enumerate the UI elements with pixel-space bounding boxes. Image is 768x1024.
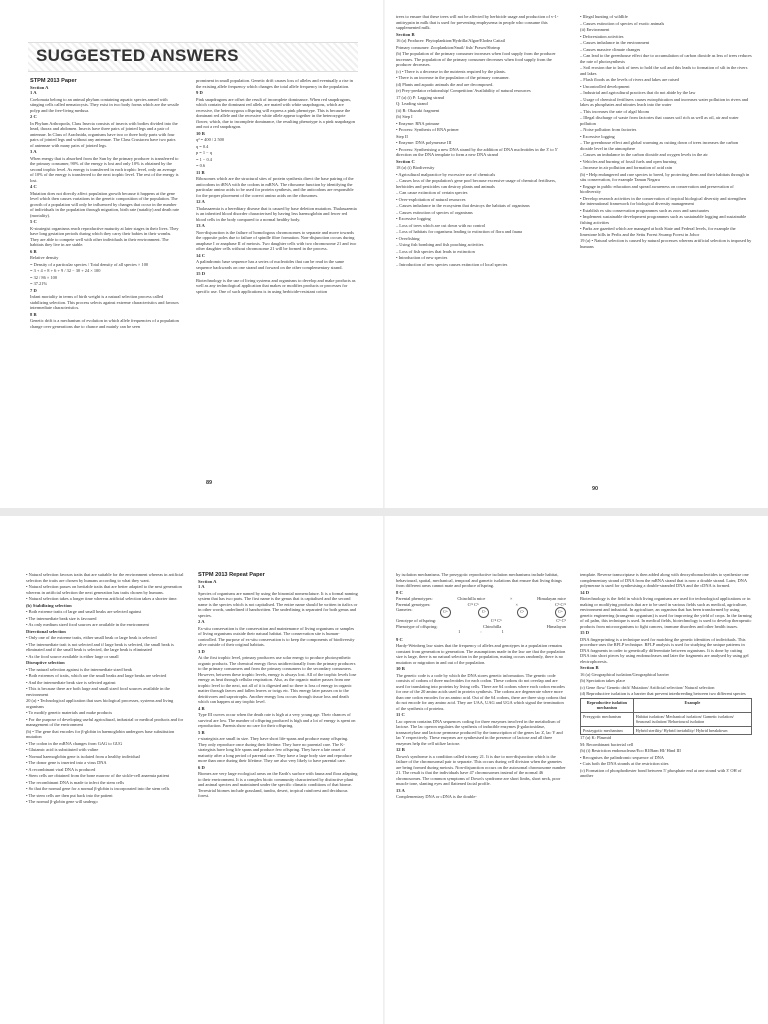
page-left-bottom	[0, 516, 384, 1024]
answer-paragraph: Coelomata belong to an animal phylum containing aquatic species armed with stinging cells called nematocysts. They exist in two body forms which are the sessile polyp and the free-living medusa.	[30, 96, 179, 113]
answer-paragraph: • Normal haemoglobin gene is isolated from a healthy individual	[26, 753, 140, 759]
answer-paragraph: • Natural selection takes a longer time whereas artificial selection takes a shorter time.	[26, 596, 178, 601]
answer-paragraph: Genetic drift is a mechanism of evolution in which allele frequencies of a population change over generations due to chance and mainly can be seen	[30, 318, 179, 329]
cross-value: Cʰ Cʰ	[556, 618, 566, 623]
answer-paragraph: = 1 − 0.4	[196, 156, 212, 162]
answer-paragraph: 1 A	[30, 90, 37, 96]
cross-label: Parental genotypes:	[396, 601, 431, 607]
answer-paragraph: (c) Gene flow/ Genetic drift/ Mutation/ Artificial selection/ Natural selection	[580, 684, 715, 690]
answer-paragraph: • A recombinant viral DNA is produced	[26, 766, 96, 772]
answer-paragraph: • Develop research activities in the conservation of tropical biological diversity and strengthen the international framework for biological diversity management	[580, 195, 746, 206]
answer-paragraph: 15 D	[580, 630, 590, 635]
answer-paragraph: • The normal β-globin gene will undergo	[26, 799, 98, 804]
cross-label: Phenotype of offspring:	[396, 623, 438, 629]
answer-paragraph: • There is an increase in the population of the primary consumer.	[396, 75, 510, 80]
answer-paragraph: 10 B	[196, 130, 205, 136]
answer-paragraph: – Causes extinction of species of organisms	[396, 209, 473, 215]
answer-paragraph: 9 D	[196, 90, 203, 95]
ratio-value: 1	[501, 629, 504, 634]
answer-paragraph: 8 B	[30, 311, 37, 317]
answer-paragraph: • Engage in public education and spread awareness on conservation and preservation of biodiversity	[580, 183, 734, 194]
answer-paragraph: 7 D	[30, 287, 37, 293]
section-label: Section A	[198, 578, 217, 584]
answer-paragraph: (c) • There is a decrease in the nutrients required by the plants.	[396, 68, 506, 74]
answer-paragraph: Section B	[580, 665, 599, 670]
answer-list	[30, 90, 180, 329]
answer-paragraph: Primary consumer: Zooplankton/Snail/ fish/ Prawn/Shrimp	[396, 44, 500, 50]
answer-paragraph: – Flash floods as the levels of rivers and lakes are raised	[580, 77, 679, 82]
answer-paragraph: 14 C	[196, 252, 206, 258]
answer-paragraph: 6 D	[198, 764, 205, 770]
table-cell: Postzygotic mechanism	[581, 726, 634, 735]
answer-paragraph: (b) The population of the primary consumer increases when food supply from the producer increases. The population of the primary consumer decreases when food supply from the producer decreases.	[396, 51, 556, 67]
answer-paragraph: Lac operon contains DNA sequences coding for three enzymes involved in the metabolism of lactose. The lac operon regulates the synthesis of inducible enzymes β-galactosidase, transacetylase and lactose permease produced by the transcription of the genes lac Z, lac Y and lac Y respectively. These enzymes are synthesised in the presence of lactose and all three enzymes help the cell utilize lactose.	[396, 718, 563, 746]
answer-paragraph: (b) • The gene that encodes for β-globin in haemoglobin undergoes base substitution mutation	[26, 728, 175, 739]
answer-paragraph: = 32 / 86 × 100	[30, 274, 58, 280]
answer-paragraph: Section C	[396, 158, 415, 164]
answer-paragraph: Down's syndrome is a condition called trisomy 21. It is due to non-disjunction which is the failure of the chromosomal pair to separate. This occurs during cell division when the gametes are being formed during meiosis. Non-disjunction occurs on the autosomal chromosome number 21. The result is that the individuals have 47 chromosomes instead of the normal 46 chromosomes. The common symptoms of Down's syndrome are short limbs, short neck, poor muscle tone, slanting eyes and flattened facial profile.	[396, 753, 566, 786]
page-b2-col-1	[396, 572, 566, 1024]
answer-paragraph: (b) Speciation takes place	[580, 678, 626, 683]
answer-paragraph: • This is because there are both large and small sized food sources available in the environment	[26, 686, 170, 697]
answer-paragraph: Ribosomes which are the structural sites of protein synthesis direct the base pairing of the anticodons in tRNA with the codons in mRNA. The ribosome function by identifying the particular amino acids to be used for protein synthesis, and the anticodons are responsible for the proper placement of the correct amino acids on the ribosomes.	[196, 176, 354, 198]
answer-paragraph: – Illegal discharge of waste from factories that causes soil rich as well as oil, air and water pollution	[580, 115, 739, 126]
answer-paragraph: Pink snapdragons are offset the result of incomplete dominance. When red snapdragons, which contain the dominant red allele, are mated with white snapdragons, which are recessive, the heterozygous offspring will express a pink phenotype. This is because the dominant red allele and the recessive white allele appear together in the heterozygote flower, which, due to incomplete dominance, the resulting phenotype is a pink snapdragon and not a red snapdragon.	[196, 96, 355, 129]
page-b1-col-1	[26, 572, 184, 1024]
answer-paragraph: • And the intermediate beak size is selected against	[26, 679, 116, 685]
answer-paragraph: • Implement sustainable development programmes such as sustainable logging and sustainable fishing activities	[580, 214, 747, 225]
answer-paragraph: – This increases the rate of algal bloom	[580, 108, 650, 114]
cross-label: Gametes:	[396, 607, 413, 612]
page-90	[384, 0, 768, 508]
answer-paragraph: r-strategists are small in size. They have short life-spans and produce many offspring. They only reproduce once during their lifetime. They have no parental care. The K-strategists have long life spans and produce few offspring. They have a late onset of maturity after a long period of parental care. They have a large body size and reproduce more than once during their lifetime. They are also very likely to have parental care.	[198, 736, 352, 764]
answer-paragraph: – Can lead to the greenhouse effect due to accumulation of carbon dioxide as less of trees reduces the rate of photosynthesis	[580, 53, 752, 64]
answer-paragraph: 15 D	[196, 271, 206, 276]
answer-list	[198, 584, 358, 799]
genetic-cross: Parental phenotypes: Chinchilla mice × Himalayan mice Parental genotypes: Cᶜʰ Cʰ × Cʰ Cᶜʰ Gametes: Cᶜʰ Cʰ Cʰ Cᶜʰ Genotype of offspring: Cᶜʰ Cʰ Cʰ Cʰ Phenotype of offspring: Chinchilla Himalayan 1 : 1	[396, 596, 566, 634]
gamete-circle: Cᶜʰ	[555, 607, 566, 618]
answer-paragraph: • Process: Synthesising a new DNA strand by the addition of DNA nucleotides in the 3' to 5' direction on the DNA template to form a new DNA strand	[396, 146, 558, 157]
answer-paragraph: 11 C	[396, 712, 405, 717]
section-label: Section A	[30, 84, 49, 90]
answer-paragraph: – Increase in air pollution and formation of acid rain	[580, 165, 673, 170]
answer-paragraph: (ii) Environment	[580, 27, 610, 32]
answer-paragraph: • Illegal hunting of wildlife	[580, 14, 628, 19]
answer-paragraph: 2 C	[30, 114, 37, 120]
answer-paragraph: • As only medium sized food sources are available in the environment	[26, 622, 149, 627]
page-89-col-1	[30, 78, 180, 478]
answer-paragraph: Complementary DNA or cDNA is the double-	[396, 794, 477, 799]
answer-paragraph: • Excessive logging	[580, 133, 615, 139]
answer-paragraph: 9 C	[396, 636, 403, 642]
answer-paragraph: • Enzyme: RNA primase	[396, 120, 440, 126]
answer-paragraph: Biomes are very large ecological areas on the Earth's surface with fauna and flora adapting to their environment. It is a complex biotic community characterised by distinctive plant and animal species and maintained under the specific climatic conditions of that biome. Terrestrial biomes include grassland, tundra, desert, tropical rainforest and deciduous forest.	[198, 771, 358, 799]
answer-paragraph: – Can cause extinction of certain species	[396, 190, 468, 195]
cross-value: Chinchilla mice	[457, 596, 486, 601]
answer-paragraph: Infant mortality in terms of birth weight is a natural selection process called stabilizing selection. This process selects against extreme characteristics and favours intermediate characteristics.	[30, 294, 179, 311]
answer-paragraph: • Natural selection favours traits that are suitable for the environment whereas in artificial selection the traits are chosen by humans according to what they want.	[26, 572, 184, 583]
table-cell: Prezygotic mechanism	[581, 712, 634, 726]
answer-paragraph: Hardy-Weinberg law states that the frequency of alleles and genotypes in a population remains constant from generation to generation. The assumptions made in the law are that the population size is large, there is no natural selection in the population, mating occurs randomly, there is no mutation or migration in and out of the population.	[396, 643, 566, 665]
answer-paragraph: • Excessive logging	[396, 216, 431, 221]
page-90-col-2	[580, 14, 752, 484]
page-89-col-2	[196, 78, 358, 478]
answer-paragraph: • The intermediate beak size is favoured	[26, 615, 97, 621]
answer-paragraph: • For the purpose of developing useful agricultural, industrial or medical products and for management of the environment	[26, 716, 184, 727]
cross-value: Cᶜʰ Cʰ	[467, 601, 479, 607]
page-number: 89	[206, 480, 213, 486]
gamete-circle: Cʰ	[517, 607, 528, 618]
answer-paragraph: (b) • Help endangered and rare species to breed, by protecting them and their habitats through in situ conservation, for example Taman Negara	[580, 171, 750, 182]
suggested-answers-banner	[28, 42, 358, 72]
gamete-circle: Cᶜʰ	[440, 607, 451, 618]
page-b2-col-2	[580, 572, 752, 1024]
answer-paragraph: – Causes imbalance in the ecosystem that destroys the habitats of organisms	[396, 203, 530, 208]
answer-paragraph: Relative density	[30, 255, 59, 261]
answer-paragraph: Biotechnology is the use of living systems and organisms to develop and make products as well as any technological application that makes or modifies products or processes for specific use. One of such applications is in using herbicide-resistant cotton	[196, 277, 356, 294]
answer-list	[26, 572, 184, 805]
answer-paragraph: 3 D	[198, 648, 205, 654]
answer-paragraph: (e) Prey-predator relationship/ Competition/ Availability of natural resources	[396, 88, 531, 93]
answer-paragraph: by isolation mechanisms. The prezygotic reproductive isolation mechanisms include habitat, behavioural, spatial, mechanical, temporal and gametic isolations that ensure that living things from different areas cannot mate and produce offspring.	[396, 572, 562, 588]
answer-paragraph: • Both extreme traits of large and small beaks are selected against	[26, 609, 142, 614]
answer-paragraph: • Agricultural malpractice by excessive use of chemicals	[396, 171, 496, 177]
answer-paragraph: 17 (a) (i) P: Lagging strand	[396, 94, 444, 100]
answer-paragraph: 10 B	[396, 666, 405, 671]
answer-paragraph: 20 (a) • Technological application that uses biological processes, systems and living organisms	[26, 698, 174, 709]
answer-paragraph: – Loss of habitats for organisms leading to extinction of flora and fauna	[396, 229, 522, 234]
answer-paragraph: = 37.21%	[30, 281, 48, 287]
answer-paragraph: 18 (a) (i) Biodiversity	[396, 165, 435, 170]
answer-paragraph: 12 A	[196, 199, 205, 204]
answer-paragraph: = Density of a particular species / Total density of all species × 100	[30, 261, 149, 267]
paper-heading: STPM 2013 Repeat Paper	[198, 572, 265, 578]
answer-paragraph: • Stem cells are obtained from the bone marrow of the sickle-cell anaemia patient	[26, 773, 170, 778]
paper-heading: STPM 2013 Paper	[30, 78, 77, 84]
cross-label: Parental phenotypes:	[396, 596, 433, 601]
answer-paragraph: 1 A	[198, 584, 205, 590]
isolation-table	[580, 698, 752, 736]
answer-list	[196, 78, 358, 294]
answer-paragraph: 19 (a) • Natural selection is caused by natural processes whereas artificial selection is imposed by humans	[580, 238, 752, 249]
top-spread	[0, 0, 768, 508]
answer-paragraph: q = 0.4	[196, 143, 209, 149]
answer-paragraph: • The natural selection against is the intermediate sized beak	[26, 666, 132, 672]
table-row	[581, 726, 752, 735]
answer-paragraph: – Causes imbalance in the environment	[580, 40, 650, 45]
answer-paragraph: – Soil erosion due to lack of trees to hold the soil and this leads to formation of silt in the rivers and lakes	[580, 65, 748, 76]
answer-paragraph: prominent in small population. Genetic drift causes loss of alleles and eventually a rise in the existing allele frequency which changes the total allele frequency in the population.	[196, 78, 353, 89]
answer-paragraph: 8 C	[396, 589, 403, 595]
answer-paragraph: • The codon in the mRNA changes from GAG to GUG	[26, 740, 123, 746]
answer-paragraph: 6 B	[30, 248, 37, 254]
answer-paragraph: 3 A	[30, 149, 37, 155]
answer-paragraph: • The donor gene is inserted into a virus DNA	[26, 760, 107, 765]
page-89	[0, 0, 384, 508]
table-row	[581, 712, 752, 726]
answer-paragraph: Section B	[396, 31, 415, 37]
banner-title: SUGGESTED ANSWERS	[36, 46, 239, 65]
spread-divider	[0, 508, 768, 516]
cross-label: Genotype of offspring:	[396, 618, 437, 623]
table-cell: Hybrid sterility/ Hybrid inviability/ Hybrid breakdown	[633, 726, 751, 735]
page-90-col-1	[396, 14, 566, 484]
answer-paragraph: 13 A	[396, 787, 405, 793]
cross-value: Cᶜʰ Cʰ	[490, 618, 502, 623]
answer-paragraph: • Recognises the palindromic sequence of DNA	[580, 754, 664, 760]
answer-paragraph: When energy that is absorbed from the Sun by the primary producer is transferred to the primary consumer, 90% of the energy is lost and only 10% is obtained by the second trophic level. As energy is transferred in each trophic level, only an average of 10% of the energy is transferred to the next trophic level. The rest of the energy is lost.	[30, 155, 179, 183]
table-header: Reproductive isolation mechanism	[581, 698, 634, 712]
answer-paragraph: • Vehicles and burning of fossil fuels and open burning	[580, 158, 677, 164]
answer-paragraph: – Introduction of new species causes extinction of local species	[396, 261, 508, 267]
answer-paragraph: Thalassaemia is a hereditary disease that is caused by base deletion mutation. Thalassaemia is an inherited blood disorder characterised by having less haemoglobin and fewer red blood cells in the body compared to a normal healthy body.	[196, 205, 357, 222]
answer-paragraph: • Establish ex situ conservation programmes such as zoos and sanctuaries	[580, 207, 710, 213]
answer-paragraph: Non-disjunction is the failure of homologous chromosomes to separate and move towards the opposite poles due to failure of spindle fibre formation. Non-disjunction occurs during anaphase I or anaphase II of meiosis. Two daughter cells with two chromosome 21 and two other daughter cells without chromosome 21 will be formed in the process.	[196, 229, 357, 251]
cross-value: Chinchilla	[483, 623, 502, 629]
answer-paragraph: – Causes an imbalance in the carbon dioxide and oxygen levels in the air	[580, 152, 708, 157]
answer-paragraph: Disruptive selection	[26, 660, 65, 665]
answer-paragraph: • Parks are gazetted which are managed at both State and Federal levels, for example the limestone hills in Perlis and the Setiu Forest Swamp Forest in Johor	[580, 226, 736, 237]
answer-paragraph: – Loss of trees which are cut down with no control	[396, 222, 486, 228]
answer-paragraph: 12 B	[396, 747, 405, 752]
cross-value: Cʰ Cᶜʰ	[555, 601, 566, 607]
answer-paragraph: (ii) R: Okazaki fragment	[396, 107, 440, 113]
page-right-bottom	[384, 516, 768, 1024]
answer-paragraph: q² = 400 / 2 500	[196, 137, 225, 142]
answer-paragraph: (b) Stabilizing selection	[26, 602, 72, 608]
ratio-value: 1	[458, 629, 461, 634]
answer-paragraph: Type III curves occur when the death rate is high at a very young age. Their chances of survival are low. The number of offspring produced is high and a lot of energy is spent on reproduction. Parents show no care for their offspring.	[198, 712, 356, 729]
answer-paragraph: Directional selection	[26, 628, 66, 634]
answer-paragraph: • Glutamic acid is substituted with valine	[26, 747, 99, 752]
bottom-spread	[0, 516, 768, 1024]
answer-paragraph: Ex-situ conservation is the conservation and maintenance of living organisms or samples of living organisms outside their natural habitat. The conservation site is human-controlled. The purpose of ex-situ conservation is to keep the components of biodiversity alive outside of their original habitats.	[198, 625, 355, 648]
answer-paragraph: p = 1 − q	[196, 150, 212, 155]
answer-paragraph: 11 B	[196, 169, 205, 175]
answer-paragraph: (c) Formation of phosphodiester bond between 5' phosphate end at one strand with 3' OH of another	[580, 767, 742, 778]
answer-paragraph: • Overfishing	[396, 235, 420, 241]
answer-list	[396, 14, 566, 267]
answer-paragraph: (d) Reproductive isolation is a barrier that prevent interbreeding between two different species	[580, 691, 746, 696]
answer-paragraph: – Industrial and agricultural practices that do not abide by the law	[580, 90, 696, 95]
answer-paragraph: 5 B	[198, 729, 205, 735]
answer-paragraph: • As the food source available is either large or small	[26, 653, 119, 659]
answer-paragraph: – Causes loss of the population's gene pool because excessive usage of chemical fertilisers, herbicides and pesticides can destroy plants and animals	[396, 178, 557, 189]
cross-value: Himalayan mice	[537, 596, 566, 601]
answer-paragraph: 16 (a) Geographical isolation/Geographical barrier	[580, 671, 669, 677]
answer-paragraph: The genetic code is a code by which the DNA stores genetic information. The genetic code consists of codons of three nucleotides for each codon. These codons do not overlap and are used for translating into proteins by living cells. There are 64 codons where each codon encodes for one of the 20 amino acids used in protein synthesis. The codons are degenerate where more than one codon encodes for an amino acid. Out of the 64 codons, there are three stop codons that do not encode for any amino acid. They are UAA, UAG and UGA which signal the termination of the synthesis of proteins.	[396, 672, 566, 711]
answer-paragraph: 4 C	[30, 184, 37, 190]
answer-list	[580, 735, 752, 779]
answer-list	[580, 14, 752, 249]
answer-paragraph: – Causes massive climate changes	[580, 46, 641, 52]
answer-paragraph: 2 A	[198, 619, 205, 625]
cross-value: Himalayan	[546, 623, 566, 629]
answer-paragraph: 13 A	[196, 223, 205, 228]
answer-paragraph: – Usage of chemical fertilisers causes eutrophication and increases water pollution in rivers and lakes as phosphates and nitrates leach into the water	[580, 96, 749, 107]
answer-paragraph: • Cuts both the DNA strands at the restriction sites	[580, 761, 669, 766]
answer-paragraph: – The greenhouse effect and global warming as cutting down of trees increases the carbon dioxide level in the atmosphere	[580, 140, 739, 151]
table-header: Example	[633, 698, 751, 712]
answer-paragraph: M: Recombinant bacterial cell	[580, 741, 634, 747]
answer-paragraph: In Phylum Arthropoda, Class Insecta consists of insects with bodies divided into the head, thorax and abdomen. Insects have three pairs of jointed legs and a pair of antennae. In Class of Arachnida, organisms have two or three body parts with four pairs of jointed legs and without any antennae. The Class Crustacea have two pairs of antennae with many pairs of jointed legs.	[30, 120, 178, 148]
answer-paragraph: • Process: Synthesis of RNA primer	[396, 127, 459, 132]
answer-paragraph: Step II	[396, 133, 408, 139]
answer-paragraph: Mutation does not directly affect population growth because it happens at the gene level which then causes variations in the genetic composition of the population. The growth of a population will only be influenced by changes that occur in the number of individuals in the population through migration, birth rate (natality) and death rate (mortality).	[30, 190, 180, 218]
answer-paragraph: 14 D	[580, 589, 590, 595]
answer-paragraph: (d) Plants and aquatic animals die and are decomposed.	[396, 81, 494, 87]
answer-paragraph: • Only one of the extreme traits, either small beak or large beak is selected	[26, 635, 157, 640]
page-number: 90	[592, 486, 599, 492]
answer-paragraph: K-strategist organisms reach reproductive maturity at later stages in their lives. They have long gestation periods during which they carry their babies in their wombs. They are able to compete well with other individuals in their environment. The habitats they live in are stable.	[30, 225, 179, 248]
answer-paragraph: • The intermediate trait is not selected and if large beak is selected, the small beak is eliminated and if the small beak is selected, the large beak is eliminated	[26, 641, 174, 652]
answer-paragraph: At the first trophic level, primary producers use solar energy to produce photosynthetic organic products. The chemical energy flows unidirectionally from the primary producers to the primary consumers and from the primary consumers to the secondary consumers. However, between these trophic levels, energy is always lost. All of the trophic levels lose energy as heat through cellular respiration. Also, as the organic matter passes from one trophic level to the next, not all of it is digested and so there is loss of energy in organic matter through faeces and fallen leaves or twigs etc. This energy later passes on to the detritivores and saprotrophs. Another energy loss occurs through tissue loss and death which can happen at any trophic level.	[198, 655, 357, 705]
answer-paragraph: – Using fish bombing and fish poaching activities	[396, 242, 484, 247]
answer-paragraph: = 3 + 4 + 8 + 6 + 9 / 32 − 30 + 24 × 100	[30, 268, 101, 274]
answer-paragraph: • Natural selection passes on heritable traits that are better adapted to the next generation whereas in artificial selection the next generation has traits chosen by humans.	[26, 584, 182, 595]
answer-paragraph: • Enzyme: DNA polymerase III	[396, 140, 452, 145]
ratio-separator: :	[480, 629, 482, 634]
answer-paragraph: • Over-exploitation of natural resources	[396, 196, 466, 202]
answer-paragraph: Species of organisms are named by using the binomial nomenclature. It is a formal naming system that has two parts. The first name is the genus that is capitalised and the second name is the species which is not capitalised. The entire name should be written in italics or in other words, underlined if handwritten. The underlining is separated for both genus and species.	[198, 590, 358, 618]
answer-paragraph: • Deforestation activities	[580, 33, 624, 39]
answer-list	[396, 637, 566, 800]
gamete-circle: Cʰ	[478, 607, 489, 618]
answer-paragraph: 17 (a) K: Plasmid	[580, 735, 612, 740]
answer-paragraph: • So that the normal gene for a normal β-globin is incorporated into the stem cells	[26, 786, 170, 791]
answer-paragraph: – Loss of fish species that leads to extinction	[396, 248, 475, 254]
answer-paragraph: • The recombinant DNA is made to infect the stem cells	[26, 779, 125, 785]
answer-paragraph: trees to ensure that these trees will not be affected by herbicide usage and production of v-1-antitrypsin in milk that is used for preventing emphysema in people who consume this supplemented milk.	[396, 14, 559, 30]
answer-paragraph: Q: Leading strand	[396, 101, 428, 106]
answer-paragraph: template. Reverse transcriptase is then added along with deoxyribonucleotides to synthesise one complementary strand of DNA from the mRNA strand that is now a double strand. Later, DNA polymerase is used for synthesising a double-stranded DNA and the cDNA is formed.	[580, 572, 749, 588]
answer-paragraph: Biotechnology is the field in which living organisms are used for technological applications or in making or modifying products that are to be used in various fields such as medical, agriculture, environment and industrial. In agriculture, an organism that has been transformed by using genetic engineering (transgenic organism) is used for improving the yield of crops. In the farming of oil palm, this technique is used. In medical fields, biotechnology is used to develop therapeutic products from microorganisms to fight cancers, immune disorders and other health issues.	[580, 596, 752, 629]
answer-paragraph: DNA fingerprinting is a technique used for matching the genetic identities of individuals. This procedure uses the RFLP technique. RFLP analysis is used for studying the unique patterns in DNA fragments in order to genetically differentiate between organisms. It is done by cutting DNA into short pieces by using endonucleases and later the fragments are analysed by using gel electrophoresis.	[580, 636, 749, 664]
answer-paragraph: = 0.6	[196, 163, 206, 168]
answer-list	[396, 572, 566, 595]
answer-paragraph: • Both extremes of traits, which are the small beaks and large beaks are selected	[26, 673, 167, 678]
answer-paragraph: • To modify genetic materials and make products	[26, 710, 113, 715]
page-b1-col-2	[198, 572, 358, 1024]
answer-paragraph: (b) Step I	[396, 114, 413, 119]
answer-paragraph: • The stem cells are then put back into the patient	[26, 792, 113, 798]
answer-paragraph: – Causes extinction of species of exotic animals	[580, 20, 665, 26]
answer-paragraph: 16 (a) Producer: Phytoplankton/Hydrilla/Algae/Elodea Cattail	[396, 38, 506, 43]
answer-paragraph: A palindromic base sequence has a series of nucleotides that can be read in the same sequence backwards on one strand and forward on the other complementary strand.	[196, 259, 345, 270]
answer-paragraph: 4 B	[198, 705, 205, 711]
answer-paragraph: – Noise pollution from factories	[580, 127, 637, 132]
answer-paragraph: (b) (i) Restriction endonuclease/Eco RI/Bam HI/ Hind III	[580, 748, 681, 753]
answer-paragraph: • Introduction of new species	[396, 255, 448, 260]
table-cell: Habitat isolation/ Mechanical isolation/ Gametic isolation/ Seasonal isolation/ Behavioural isolation	[633, 712, 751, 726]
answer-list	[580, 572, 752, 697]
answer-paragraph: 5 C	[30, 219, 37, 225]
answer-paragraph: • Uncontrolled development	[580, 83, 630, 89]
